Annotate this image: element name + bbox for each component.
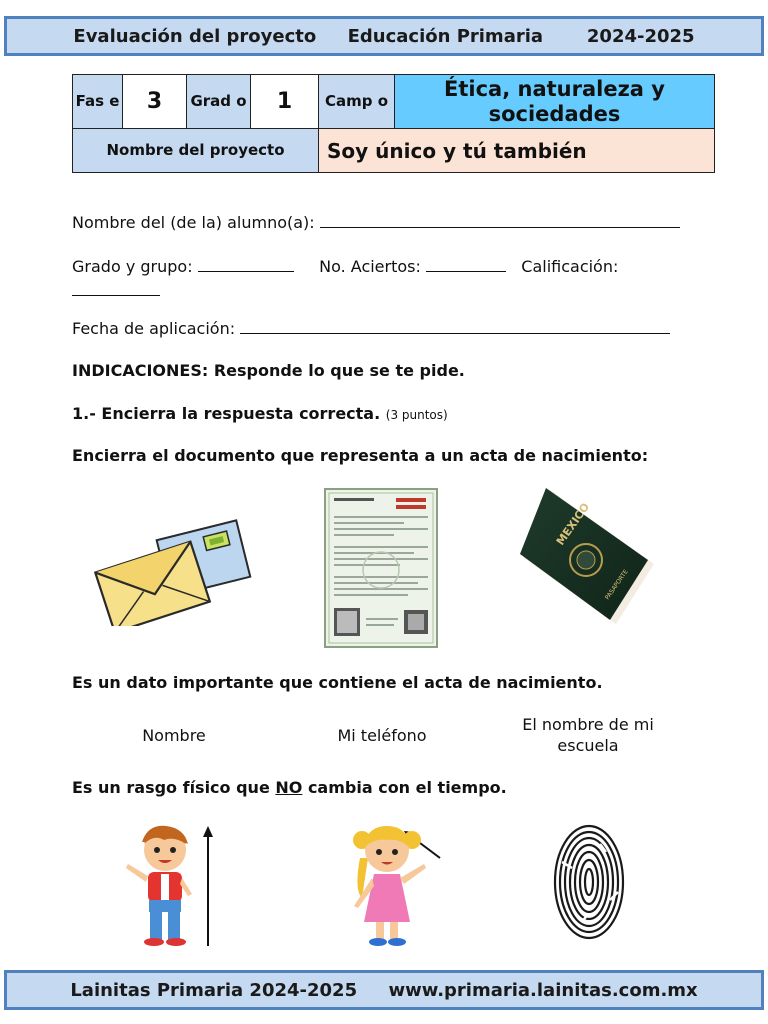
date-label: Fecha de aplicación: (72, 319, 236, 338)
date-line (72, 319, 670, 338)
girl-hair-arrow-image[interactable] (342, 818, 446, 950)
option-telefono[interactable]: Mi teléfono (337, 726, 427, 745)
grade-line (72, 257, 618, 276)
project-info-table (72, 74, 715, 173)
instructions: INDICACIONES: Responde lo que se te pide. (72, 361, 465, 380)
subquestion-3-post: cambia con el tiempo. (302, 778, 507, 797)
footer-banner (4, 970, 764, 1010)
subquestion-3-no: NO (275, 778, 303, 797)
student-name-field[interactable] (320, 214, 680, 228)
project-name-value: Soy único y tú también (319, 129, 715, 173)
passport-side-text: PASAPORTE (603, 568, 630, 602)
subquestion-3 (72, 778, 507, 797)
footer-brand: Lainitas Primaria 2024-2025 (70, 979, 358, 1001)
boy-height-arrow-image[interactable] (118, 820, 222, 950)
option-escuela[interactable]: El nombre de mi escuela (522, 715, 654, 755)
subquestion-3-pre: Es un rasgo físico que (72, 778, 276, 797)
header-level: Educación Primaria (347, 25, 544, 47)
header-year: 2024-2025 (586, 25, 695, 47)
score-field-line (72, 281, 160, 300)
hits-label: No. Aciertos: (319, 257, 421, 276)
score-label: Calificación: (521, 257, 619, 276)
fase-label: Fas e (73, 75, 123, 129)
grade-field[interactable] (198, 258, 294, 272)
envelope-letters-image[interactable] (92, 510, 256, 626)
hits-field[interactable] (426, 258, 506, 272)
student-name-label: Nombre del (de la) alumno(a): (72, 213, 315, 232)
header-banner (4, 16, 764, 56)
project-name-label: Nombre del proyecto (73, 129, 319, 173)
grade-label: Grado y grupo: (72, 257, 193, 276)
grado-label: Grad o (187, 75, 251, 129)
student-name-line (72, 213, 680, 232)
score-field[interactable] (72, 282, 160, 296)
footer-url[interactable]: www.primaria.lainitas.com.mx (388, 979, 698, 1001)
birth-certificate-image[interactable] (324, 488, 438, 648)
date-field[interactable] (240, 320, 670, 334)
question-1-title (72, 404, 448, 423)
campo-label: Camp o (319, 75, 395, 129)
passport-country-text: MEXICO (553, 500, 593, 548)
subquestion-1: Encierra el documento que representa a un acta de nacimiento: (72, 446, 649, 465)
campo-value: Ética, naturaleza y sociedades (395, 75, 715, 129)
grado-value: 1 (251, 75, 319, 129)
option-nombre[interactable]: Nombre (142, 726, 206, 745)
question-1-points: (3 puntos) (385, 408, 448, 422)
mexican-passport-image[interactable] (516, 488, 664, 628)
fase-value: 3 (123, 75, 187, 129)
question-1-text: 1.- Encierra la respuesta correcta. (72, 404, 381, 423)
fingerprint-image[interactable] (552, 822, 626, 942)
subquestion-2: Es un dato importante que contiene el acta de nacimiento. (72, 673, 603, 692)
header-title: Evaluación del proyecto (73, 25, 317, 47)
